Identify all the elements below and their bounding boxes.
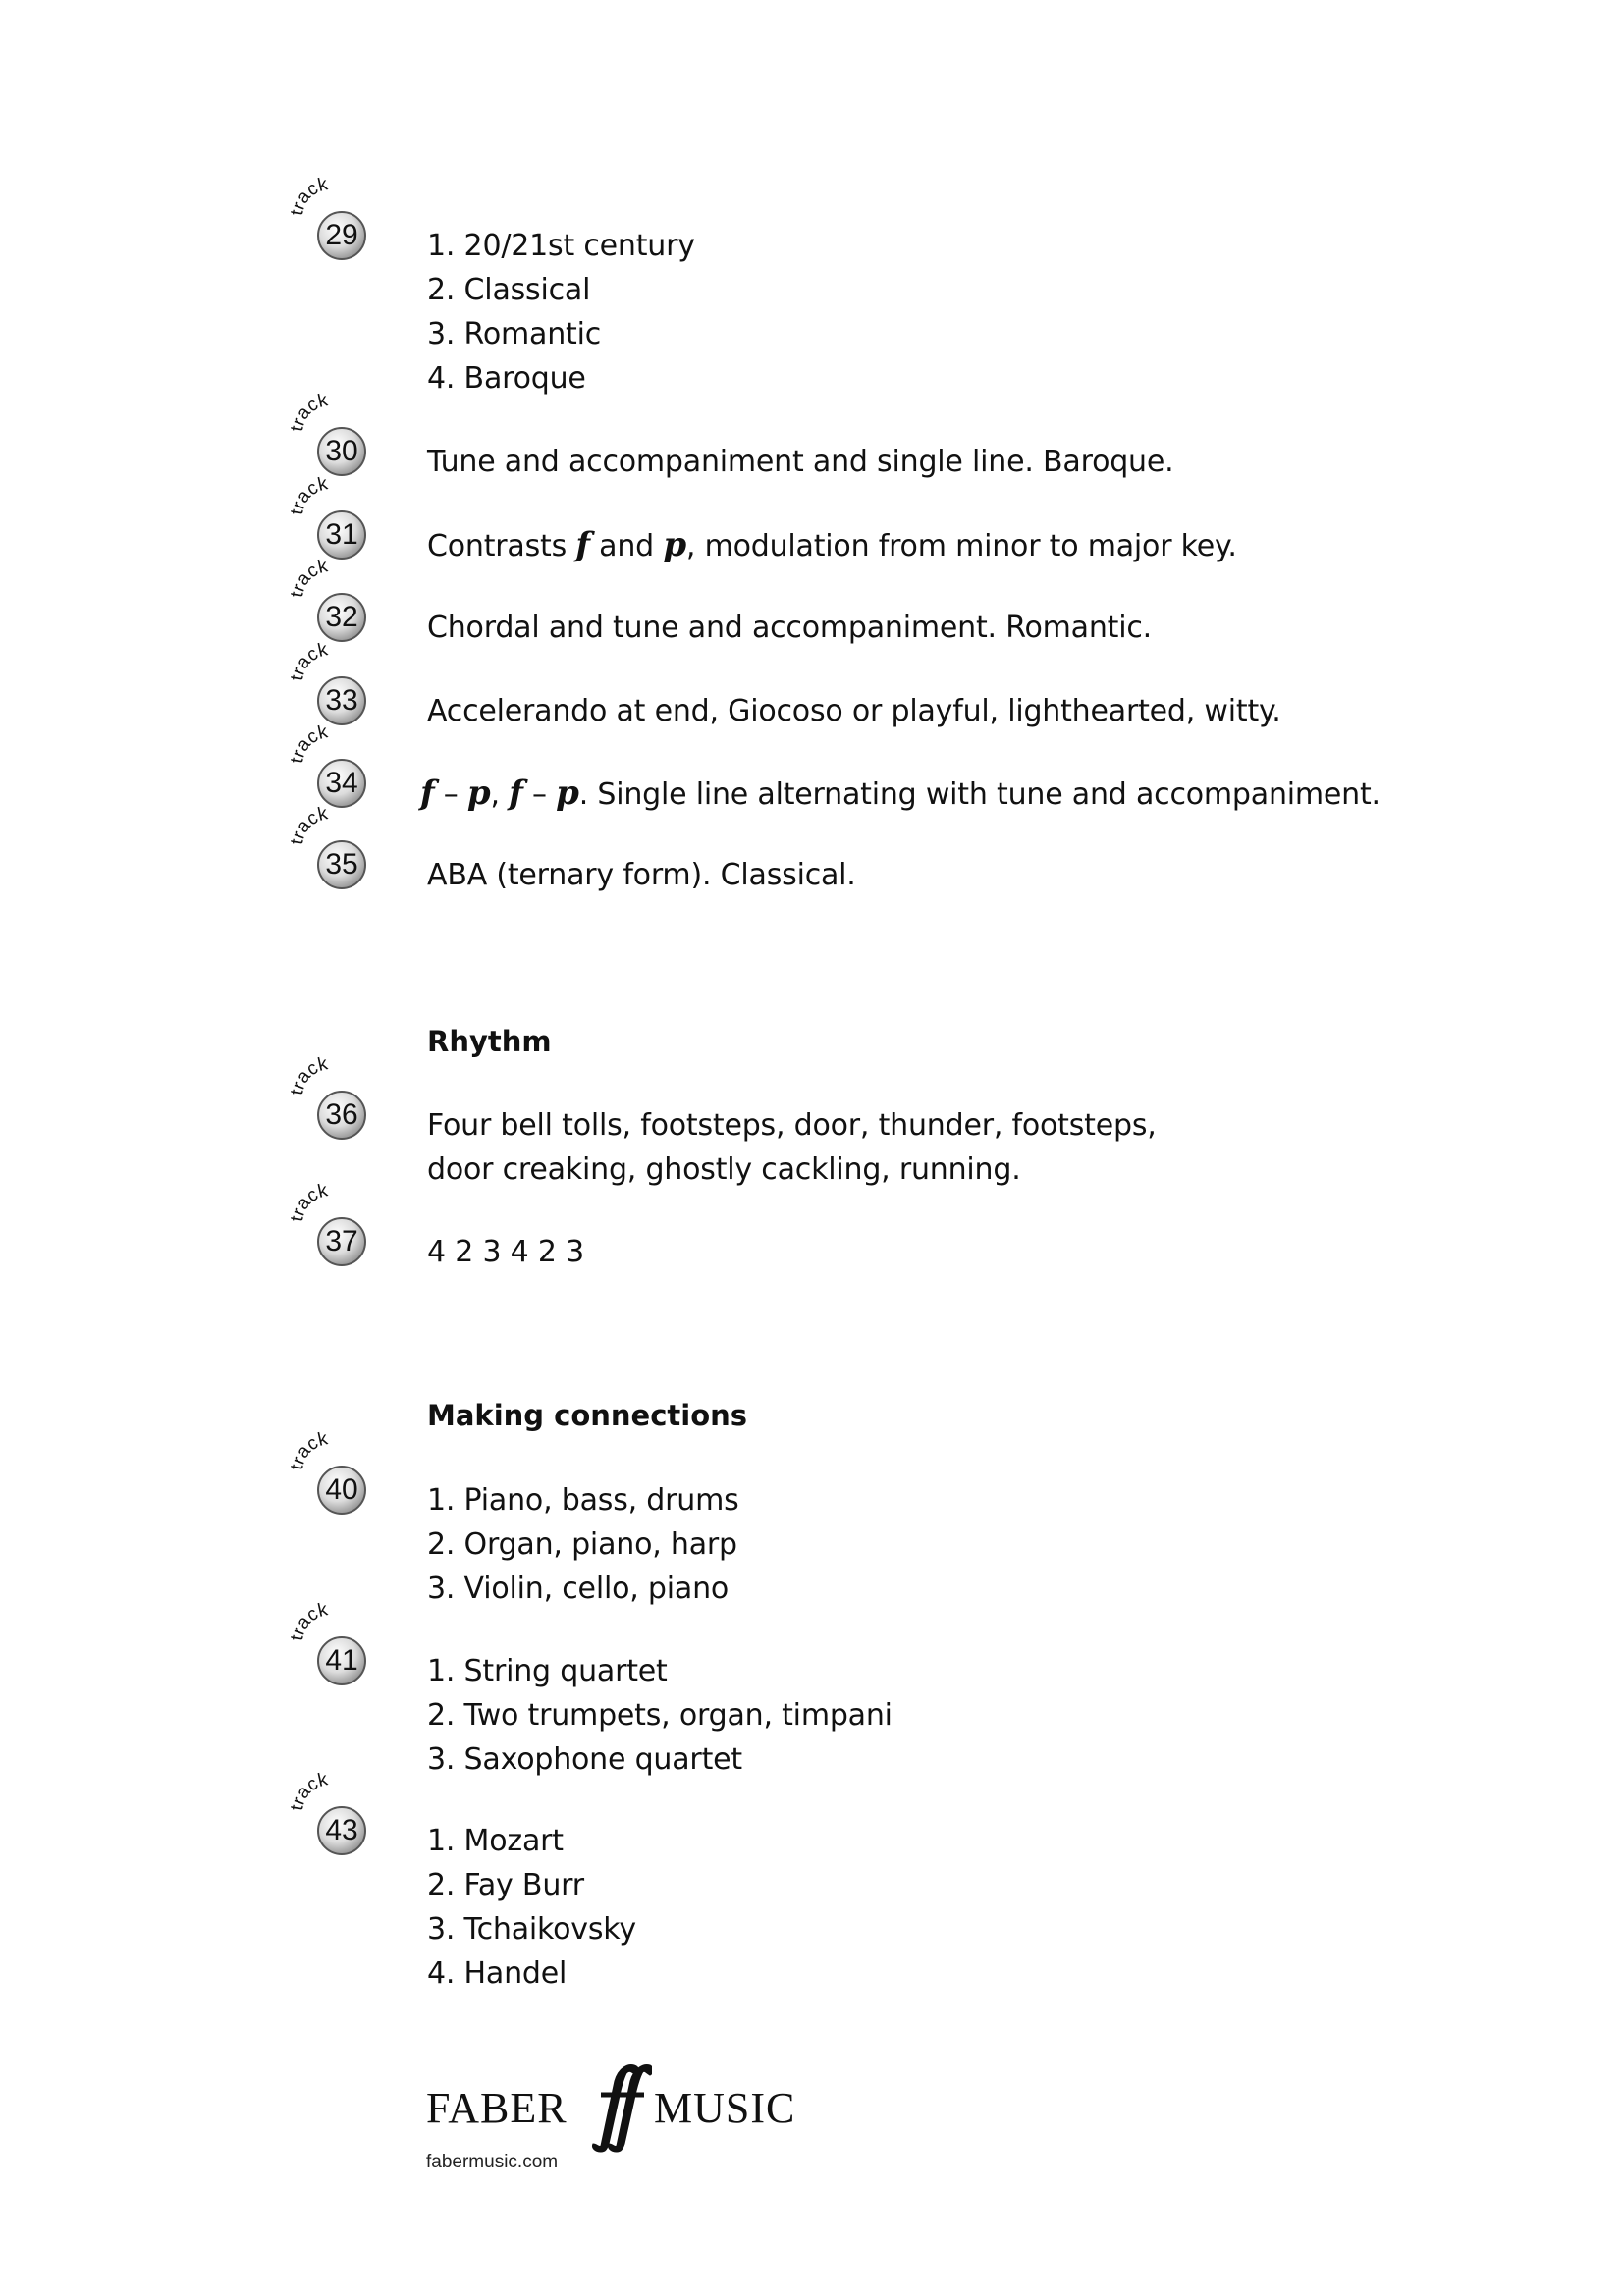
answer-line: door creaking, ghostly cackling, running. bbox=[427, 1152, 1021, 1187]
answer-line: 4. Baroque bbox=[427, 361, 586, 396]
forte-dynamic: f bbox=[509, 774, 523, 813]
text-run: Contrasts bbox=[427, 529, 576, 563]
answer-line: 1. Mozart bbox=[427, 1824, 564, 1858]
track-answer bbox=[427, 689, 1468, 733]
answer-line: ABA (ternary form). Classical. bbox=[427, 858, 856, 892]
track-number: 32 bbox=[325, 601, 358, 633]
logo-url: fabermusic.com bbox=[426, 2152, 559, 2172]
track-badge bbox=[287, 803, 373, 888]
track-badge bbox=[287, 1599, 373, 1684]
track-answer bbox=[427, 1649, 1468, 1782]
track-badge bbox=[287, 721, 373, 807]
answer-line: 3. Romantic bbox=[427, 317, 602, 351]
track-badge bbox=[287, 390, 373, 475]
track-answer bbox=[427, 224, 1468, 400]
track-word: track bbox=[287, 721, 330, 765]
track-number: 36 bbox=[325, 1098, 358, 1131]
answer-line: 2. Classical bbox=[427, 273, 591, 307]
answer-line: 4. Handel bbox=[427, 1956, 568, 1991]
section-heading-rhythm: Rhythm bbox=[427, 1025, 552, 1058]
track-badge bbox=[287, 1053, 373, 1139]
track-answer bbox=[427, 606, 1468, 650]
track-word: track bbox=[287, 1599, 330, 1642]
track-number: 37 bbox=[325, 1225, 358, 1257]
track-number: 30 bbox=[325, 435, 358, 467]
track-word: track bbox=[287, 639, 330, 682]
answer-line: 2. Fay Burr bbox=[427, 1868, 584, 1902]
track-answer bbox=[427, 1819, 1468, 1996]
track-badge bbox=[287, 639, 373, 724]
text-run: , bbox=[490, 777, 510, 812]
answer-line: Four bell tolls, footsteps, door, thunder, footsteps, bbox=[427, 1108, 1157, 1143]
answer-line: 4 2 3 4 2 3 bbox=[427, 1235, 585, 1269]
logo-word-music: MUSIC bbox=[654, 2084, 796, 2132]
track-word: track bbox=[287, 803, 330, 846]
track-badge bbox=[287, 1769, 373, 1854]
track-word: track bbox=[287, 174, 330, 217]
track-badge bbox=[287, 1180, 373, 1265]
text-run: . Single line alternating with tune and accompaniment. bbox=[578, 777, 1380, 812]
track-word: track bbox=[287, 556, 330, 599]
track-badge bbox=[287, 174, 373, 259]
answer-line: 3. Violin, cello, piano bbox=[427, 1572, 730, 1606]
track-number: 33 bbox=[325, 684, 358, 717]
text-run: and bbox=[589, 529, 664, 563]
answer-line: 2. Two trumpets, organ, timpani bbox=[427, 1698, 893, 1733]
track-answer bbox=[420, 772, 1461, 816]
ff-logo-icon bbox=[571, 2061, 652, 2156]
faber-music-logo bbox=[426, 2061, 839, 2179]
piano-dynamic: p bbox=[663, 525, 686, 564]
answer-line: Chordal and tune and accompaniment. Romantic. bbox=[427, 611, 1153, 645]
text-run: , modulation from minor to major key. bbox=[685, 529, 1237, 563]
track-answer bbox=[427, 440, 1468, 484]
answer-line: Accelerando at end, Giocoso or playful, lighthearted, witty. bbox=[427, 694, 1281, 728]
track-word: track bbox=[287, 1428, 330, 1471]
track-answer bbox=[427, 523, 1468, 567]
track-number: 41 bbox=[325, 1644, 358, 1677]
piano-dynamic: p bbox=[556, 774, 579, 813]
track-number: 34 bbox=[325, 767, 358, 799]
track-answer bbox=[427, 853, 1468, 897]
track-answer bbox=[427, 1478, 1468, 1611]
track-answer bbox=[427, 1230, 1468, 1274]
answer-line: Tune and accompaniment and single line. Baroque. bbox=[427, 445, 1174, 479]
track-badge bbox=[287, 556, 373, 641]
track-number: 40 bbox=[325, 1473, 358, 1506]
track-answer bbox=[427, 1103, 1468, 1192]
track-word: track bbox=[287, 473, 330, 516]
answer-line: 1. Piano, bass, drums bbox=[427, 1483, 739, 1518]
answer-line bbox=[427, 523, 1468, 567]
piano-dynamic: p bbox=[466, 774, 491, 813]
track-number: 35 bbox=[325, 848, 358, 881]
answer-line: 3. Saxophone quartet bbox=[427, 1742, 742, 1777]
track-badge bbox=[287, 473, 373, 559]
forte-dynamic: f bbox=[420, 774, 435, 813]
forte-dynamic: f bbox=[575, 525, 590, 564]
track-number: 29 bbox=[325, 219, 358, 251]
track-word: track bbox=[287, 390, 330, 433]
track-badge bbox=[287, 1428, 373, 1514]
text-run: – bbox=[522, 777, 557, 812]
track-number: 43 bbox=[325, 1814, 358, 1846]
track-word: track bbox=[287, 1180, 330, 1223]
track-word: track bbox=[287, 1053, 330, 1096]
track-word: track bbox=[287, 1769, 330, 1812]
answer-line: 1. 20/21st century bbox=[427, 229, 695, 263]
answer-line: 2. Organ, piano, harp bbox=[427, 1527, 737, 1562]
answer-line: 3. Tchaikovsky bbox=[427, 1912, 636, 1947]
logo-word-faber: FABER bbox=[426, 2084, 568, 2132]
text-run: – bbox=[434, 777, 467, 812]
section-heading-making-connections: Making connections bbox=[427, 1399, 748, 1432]
answer-line bbox=[420, 772, 1461, 816]
track-number: 31 bbox=[325, 518, 358, 551]
answer-line: 1. String quartet bbox=[427, 1654, 668, 1688]
